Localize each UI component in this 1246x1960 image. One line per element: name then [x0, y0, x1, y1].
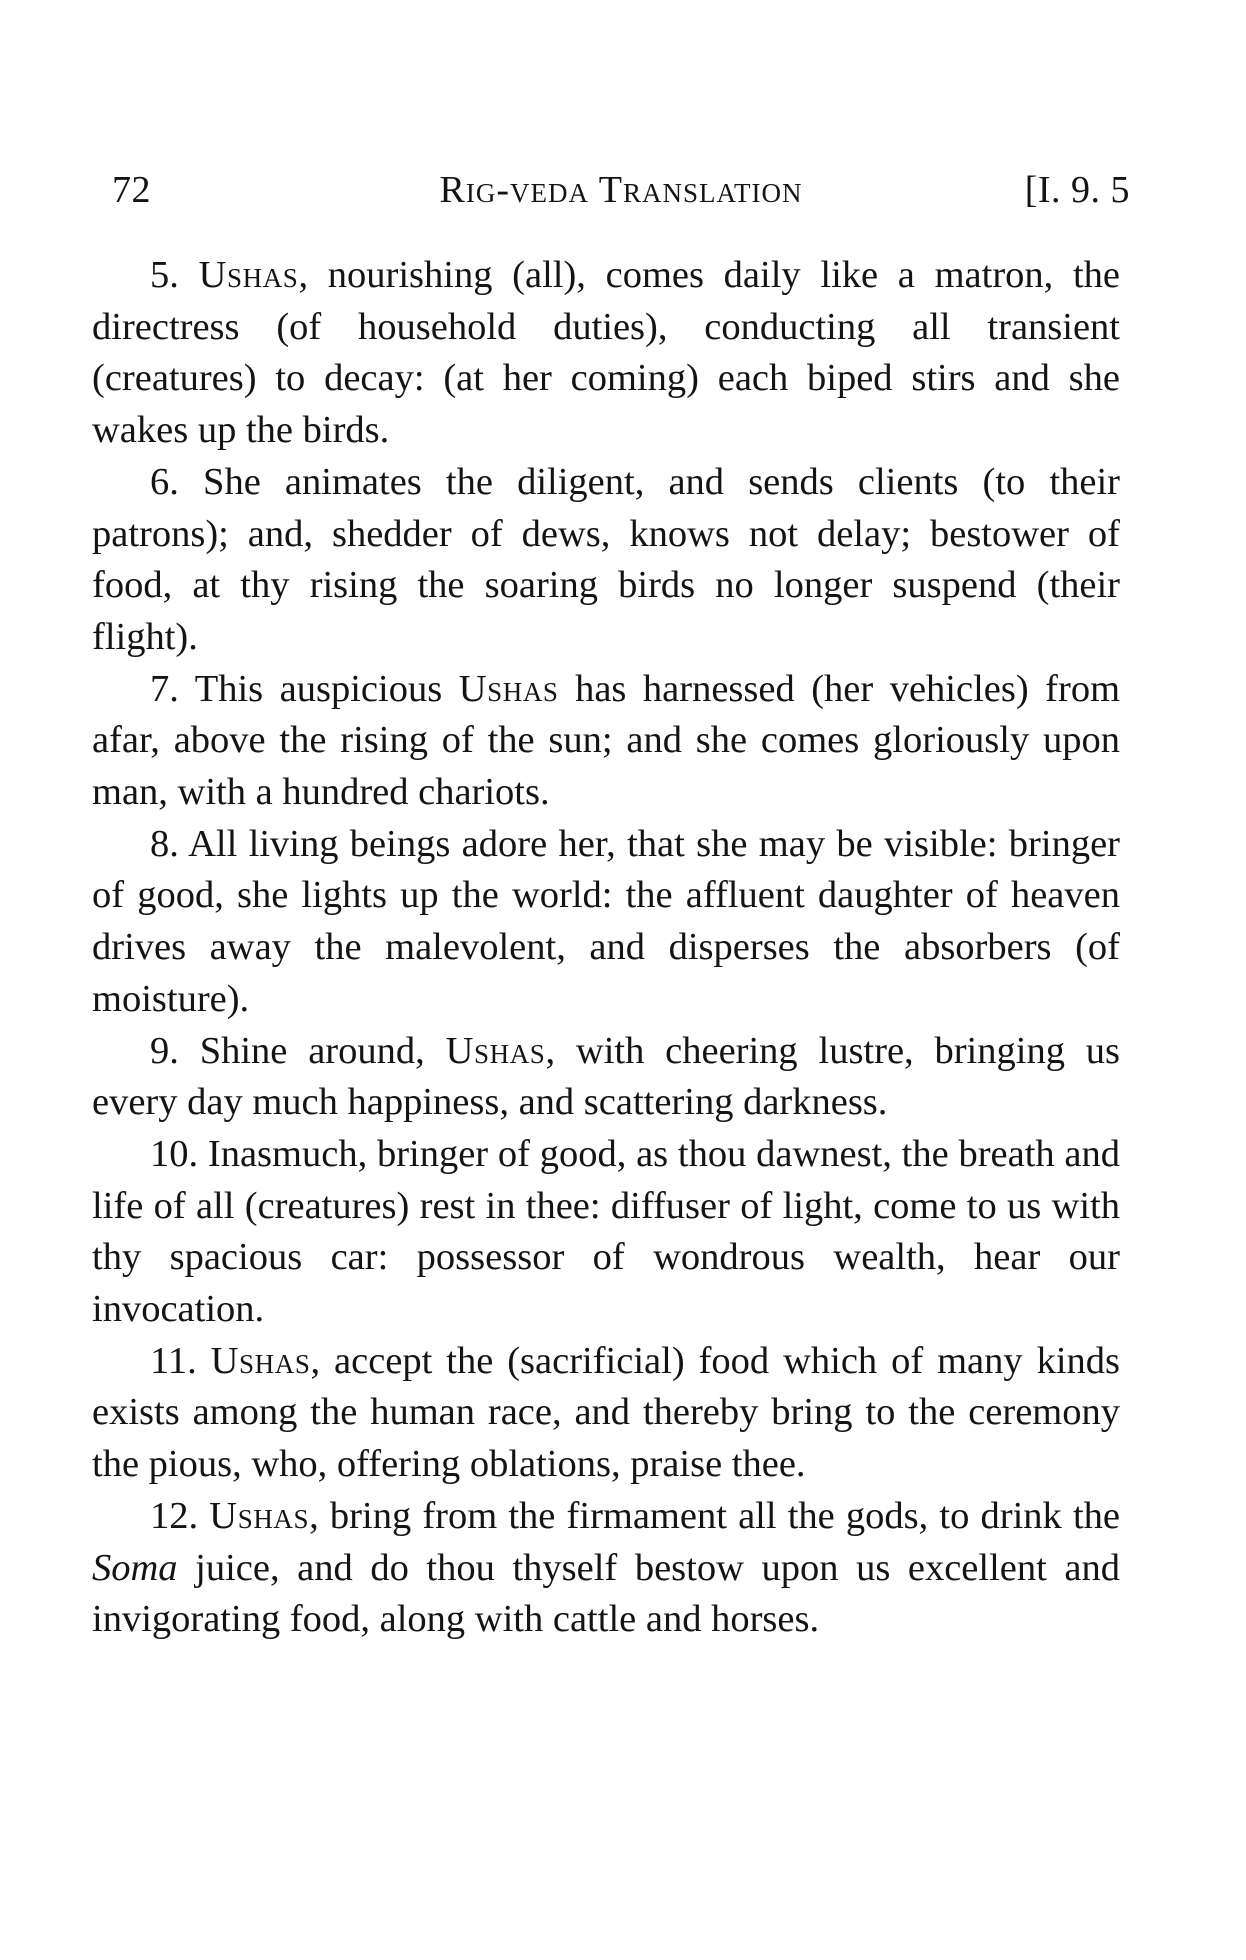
verse-number: 6. [150, 460, 179, 503]
verse-6 [92, 457, 1120, 664]
verse-10 [92, 1129, 1120, 1336]
verse-number: 9. [150, 1029, 179, 1072]
verse-text: This auspicious [194, 667, 443, 710]
deity-name: Ushas [209, 1494, 310, 1537]
verse-text: has harnessed (her vehicles) from afar, above the rising of the sun; and she comes gloriously upon man, with a hundred chariots. [92, 667, 1121, 814]
verse-text: juice, and do thou thyself bestow upon us excellent and invigorating food, along with cattle and horses. [92, 1546, 1120, 1641]
verse-text: , accept the (sacrificial) food which of many kinds exists among the human race, and thereby bring to the ceremony the pious, who, offering oblations, praise thee. [92, 1339, 1120, 1486]
verse-text: Inasmuch, bringer of good, as thou dawnest, the breath and life of all (creatures) rest in thee: diffuser of light, come to us with thy spacious car: possessor of wondrous wealth, hear our invocation. [92, 1132, 1121, 1331]
deity-name: Ushas [210, 1339, 311, 1382]
running-head [112, 168, 1130, 228]
soma-term: Soma [92, 1546, 178, 1589]
verse-number: 10. [150, 1132, 199, 1175]
verse-reference: [I. 9. 5 [1024, 169, 1130, 211]
verse-7 [92, 664, 1120, 819]
deity-name: Ushas [198, 254, 299, 296]
verse-text: , with cheering lustre, bringing us every day much happiness, and scattering darkness. [92, 1029, 1121, 1124]
verse-number: 7. [150, 667, 179, 710]
verse-text: , nourishing (all), comes daily like a matron, the directress (of household duties), conducting all transient (creatures) to decay: (at her coming) each biped stirs and she wakes up the birds. [92, 254, 1121, 452]
deity-name: Ushas [445, 1029, 546, 1072]
running-title: Rig-veda Translation [439, 169, 803, 211]
verse-number: 12. [150, 1494, 199, 1537]
verse-5 [92, 250, 1120, 457]
verse-number: 8. [150, 822, 179, 865]
verse-text: Shine around, [199, 1029, 425, 1072]
page-number: 72 [112, 169, 151, 211]
verse-11 [92, 1336, 1120, 1491]
verse-text: All living beings adore her, that she may be visible: bringer of good, she lights up the world: the affluent daughter of heaven drives away the malevolent, and disperses the absorbers (of moisture). [92, 822, 1120, 1020]
verse-number: 11. [150, 1339, 197, 1382]
translation-text [92, 250, 1120, 1646]
verse-8 [92, 819, 1120, 1026]
verse-12 [92, 1491, 1120, 1646]
verse-text: , bring from the firmament all the gods, to drink the [309, 1494, 1121, 1537]
deity-name: Ushas [458, 667, 559, 710]
verse-text: She animates the diligent, and sends clients (to their patrons); and, shedder of dews, knows not delay; bestower of food, at thy rising the soaring birds no longer suspend (their flight). [92, 460, 1121, 658]
verse-number: 5. [150, 254, 179, 296]
verse-9 [92, 1026, 1120, 1129]
